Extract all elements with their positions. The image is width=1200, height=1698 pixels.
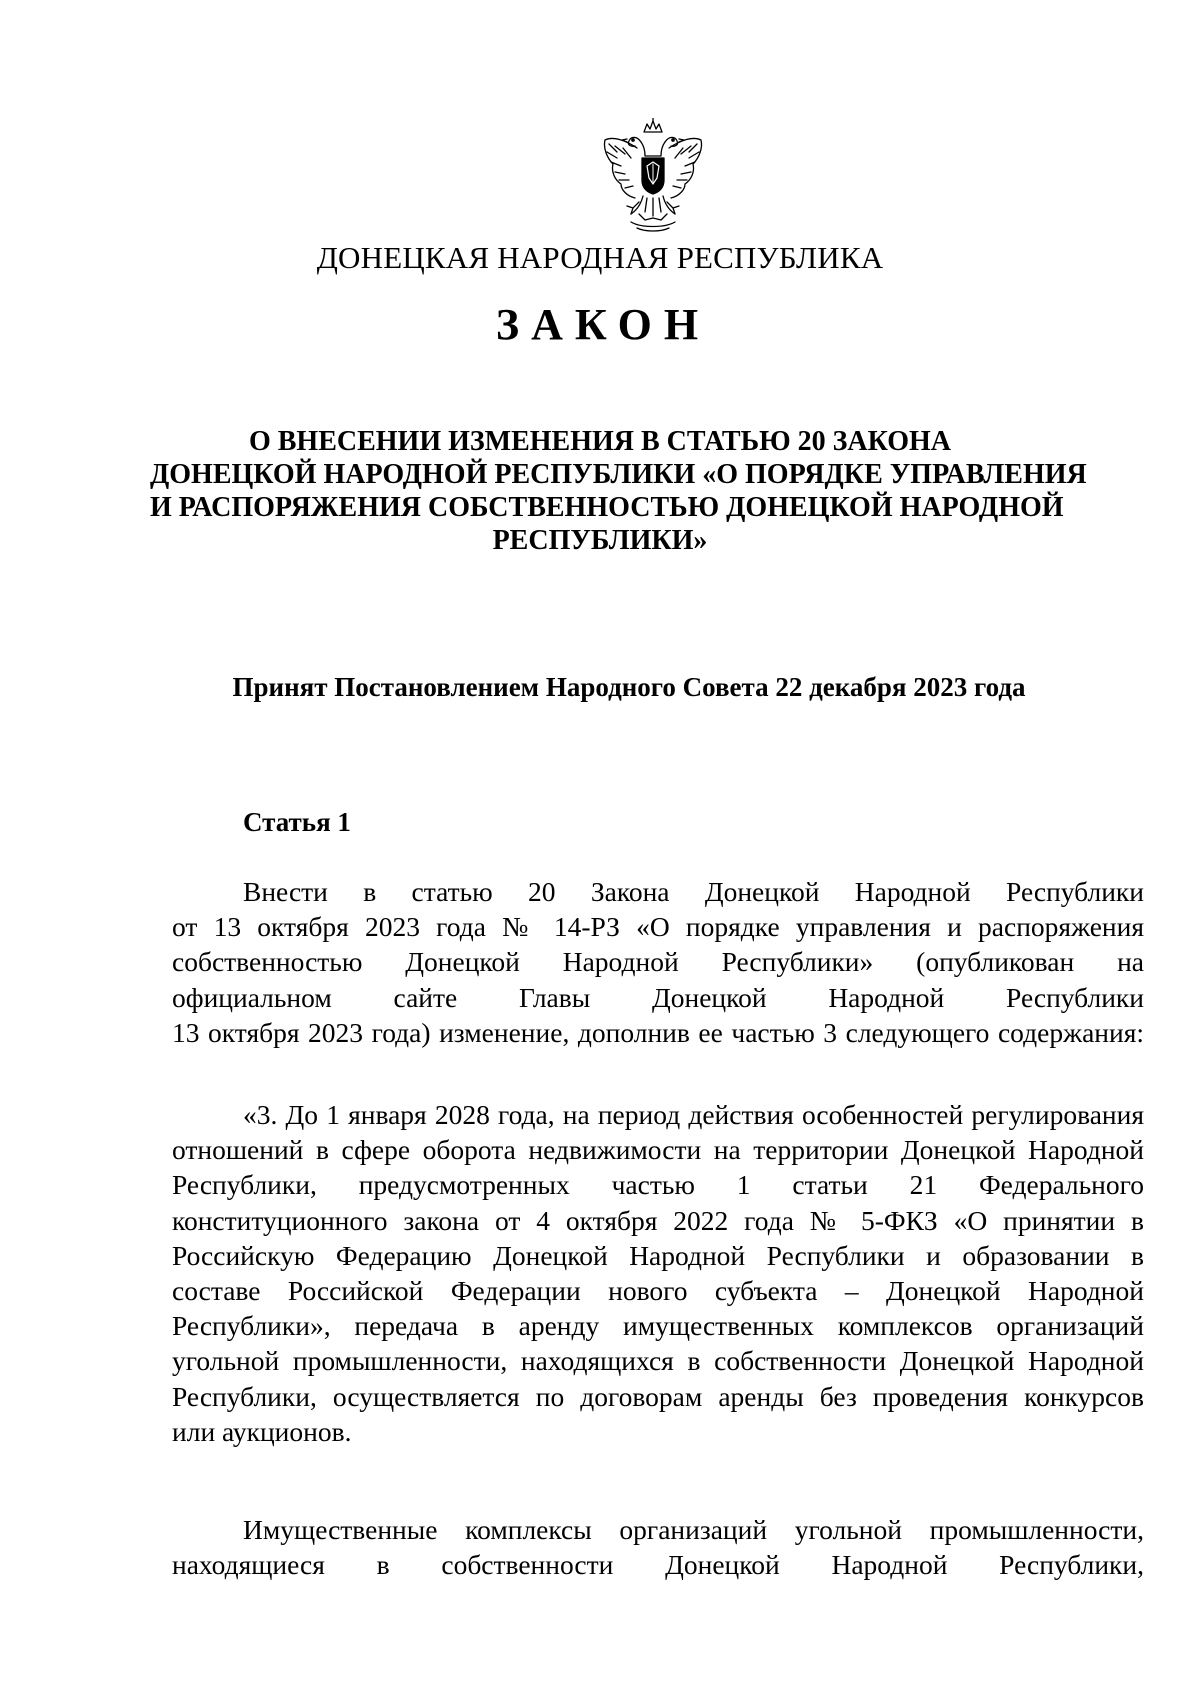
paragraph-line: Внести в статью 20 Закона Донецкой Народной Республики bbox=[243, 876, 1144, 907]
paragraph-line: Российскую Федерацию Донецкой Народной Республики и образовании в bbox=[172, 1239, 1144, 1271]
paragraph-line: Имущественные комплексы организаций угольной промышленности, bbox=[243, 1514, 1144, 1545]
paragraph-line: Республики», передача в аренду имущественных комплексов организаций bbox=[172, 1310, 1144, 1342]
adoption-statement: Принят Постановлением Народного Совета 22 декабря 2023 года bbox=[232, 672, 1026, 702]
paragraph-line: конституционного закона от 4 октября 2022 года № 5-ФКЗ «О принятии в bbox=[172, 1204, 1144, 1236]
law-subject-line: И РАСПОРЯЖЕНИЯ СОБСТВЕННОСТЬЮ ДОНЕЦКОЙ НАРОДНОЙ bbox=[150, 492, 1064, 523]
coat-of-arms-icon bbox=[597, 118, 709, 236]
paragraph-line: угольной промышленности, находящихся в собственности Донецкой Народной bbox=[172, 1345, 1144, 1377]
paragraph-line: составе Российской Федерации нового субъекта – Донецкой Народной bbox=[172, 1274, 1144, 1306]
article-heading: Статья 1 bbox=[243, 807, 351, 837]
paragraph-line: находящиеся в собственности Донецкой Народной Республики, bbox=[172, 1549, 1144, 1581]
paragraph-line: официальном сайте Главы Донецкой Народной Республики bbox=[172, 981, 1144, 1013]
law-subject bbox=[150, 425, 1087, 557]
law-subject-line: РЕСПУБЛИКИ» bbox=[492, 525, 708, 556]
paragraph-line: собственностью Донецкой Народной Республики» (опубликован на bbox=[172, 946, 1144, 978]
paragraph-line: Республики, осуществляется по договорам аренды без проведения конкурсов bbox=[172, 1380, 1144, 1412]
article-paragraph bbox=[172, 1512, 1144, 1582]
law-subject-line: ДОНЕЦКОЙ НАРОДНОЙ РЕСПУБЛИКИ «О ПОРЯДКЕ УПРАВЛЕНИЯ bbox=[150, 459, 1087, 490]
law-subject-line: О ВНЕСЕНИИ ИЗМЕНЕНИЯ В СТАТЬЮ 20 ЗАКОНА bbox=[248, 426, 952, 457]
paragraph-line: от 13 октября 2023 года № 14-РЗ «О порядке управления и распоряжения bbox=[172, 911, 1144, 943]
article-paragraph bbox=[172, 1097, 1144, 1449]
law-title: ЗАКОН bbox=[495, 300, 711, 349]
paragraph-line: отношений в сфере оборота недвижимости на территории Донецкой Народной bbox=[172, 1134, 1144, 1166]
paragraph-line: Республики, предусмотренных частью 1 статьи 21 Федерального bbox=[172, 1169, 1144, 1201]
republic-name: ДОНЕЦКАЯ НАРОДНАЯ РЕСПУБЛИКА bbox=[316, 240, 884, 275]
paragraph-line: «3. До 1 января 2028 года, на период действия особенностей регулирования bbox=[243, 1099, 1144, 1130]
paragraph-line: или аукционов. bbox=[172, 1415, 352, 1447]
paragraph-line: 13 октября 2023 года) изменение, дополнив ее частью 3 следующего содержания: bbox=[172, 1016, 1144, 1048]
article-paragraph bbox=[172, 874, 1144, 1050]
